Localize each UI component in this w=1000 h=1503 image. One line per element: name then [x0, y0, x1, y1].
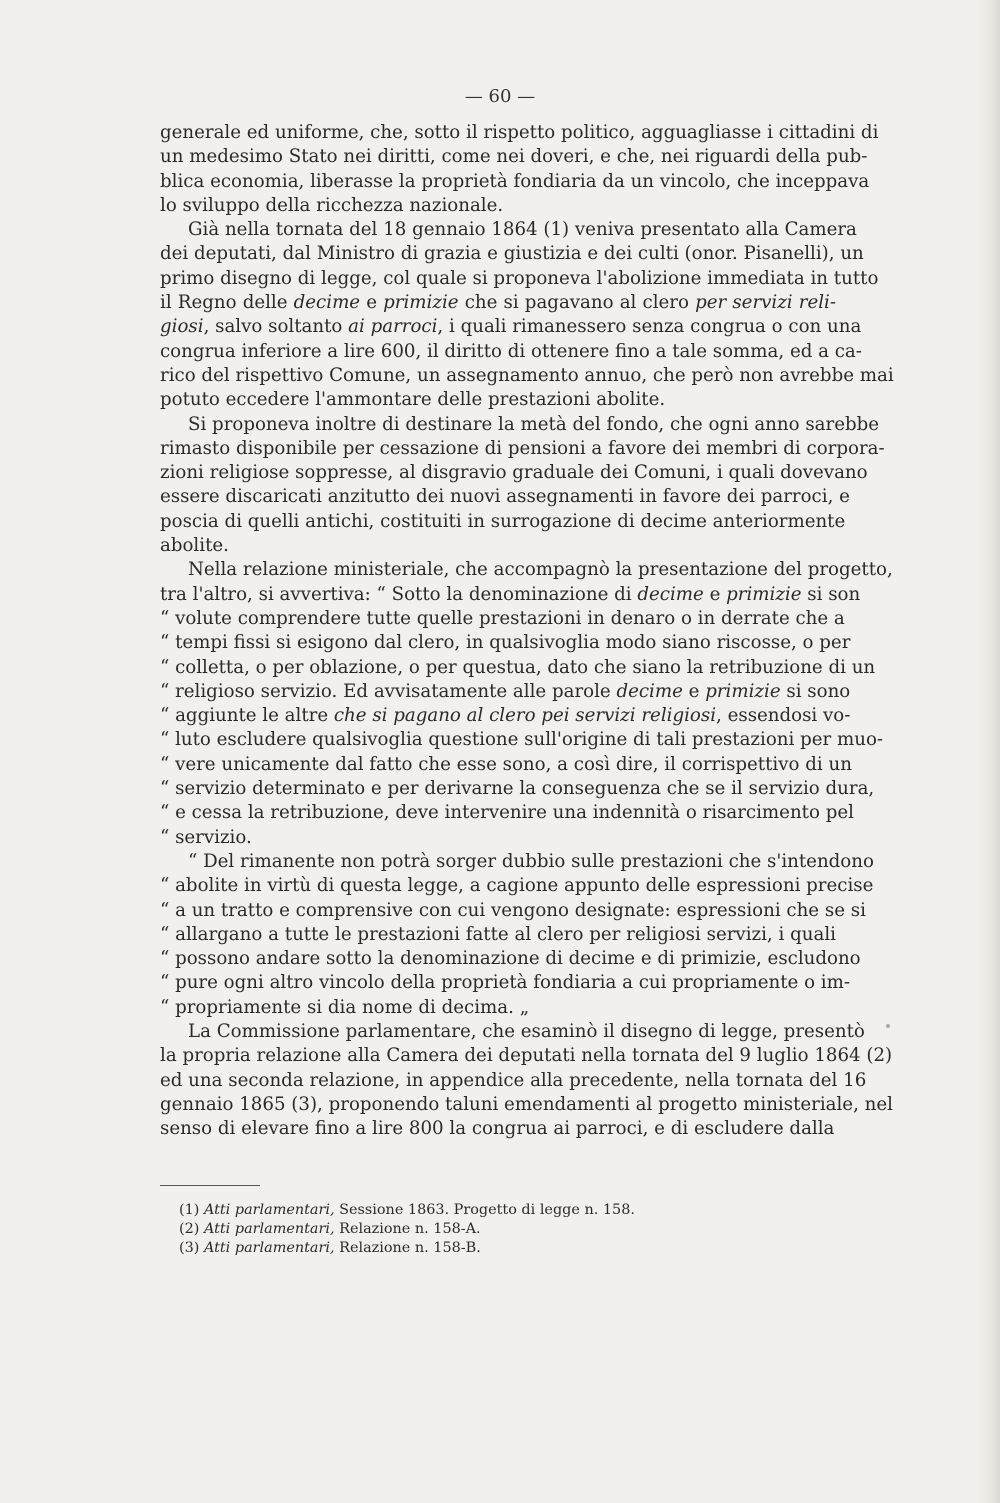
footnote-source: Atti parlamentari,	[203, 1221, 335, 1237]
text-line: ed una seconda relazione, in appendice alla precedente, nella tornata del 16	[160, 1069, 867, 1091]
paragraph	[160, 413, 885, 559]
text-line: tra l'altro, si avvertiva: “ Sotto la denominazione di decime e primizie si son	[160, 583, 861, 605]
text-line: lo sviluppo della ricchezza nazionale.	[160, 194, 504, 216]
text-line: gennaio 1865 (3), proponendo taluni emendamenti al progetto ministeriale, nel	[160, 1093, 893, 1115]
footnote-text: Relazione n. 158-A.	[334, 1221, 481, 1237]
italic-phrase: che si pagano al clero pei servizi religiosi	[333, 705, 717, 727]
text-line: “ volute comprendere tutte quelle prestazioni in denaro o in derrate che a	[160, 607, 845, 629]
text-line: generale ed uniforme, che, sotto il rispetto politico, agguagliasse i cittadini di	[160, 122, 879, 143]
page-number: — 60 —	[464, 86, 536, 107]
footnote-source: Atti parlamentari,	[203, 1240, 335, 1256]
footnote-number: (1)	[179, 1202, 204, 1218]
text-line: rimasto disponibile per cessazione di pensioni a favore dei membri di corpora-	[160, 437, 885, 459]
body-text	[160, 121, 894, 1141]
text-line: “ possono andare sotto la denominazione di decime e di primizie, escludono	[160, 948, 861, 970]
paragraph	[160, 850, 874, 1020]
italic-phrase: per servizi reli-	[695, 292, 837, 314]
paragraph	[160, 218, 894, 412]
italic-phrase: primizie	[705, 680, 781, 702]
footnote-text: Sessione 1863. Progetto di legge n. 158.	[334, 1202, 635, 1218]
text-line: “ tempi fissi si esigono dal clero, in qualsivoglia modo siano riscosse, o per	[160, 632, 851, 654]
text-line: essere discaricati anzitutto dei nuovi assegnamenti in favore dei parroci, e	[160, 486, 850, 508]
text-line: Si proponeva inoltre di destinare la metà del fondo, che ogni anno sarebbe	[188, 413, 880, 435]
footnote-source: Atti parlamentari,	[203, 1202, 335, 1218]
text-line: primo disegno di legge, col quale si proponeva l'abolizione immediata in tutto	[160, 267, 879, 289]
italic-phrase: decime	[637, 583, 704, 605]
text-line: “ e cessa la retribuzione, deve intervenire una indennità o risarcimento pel	[160, 802, 854, 824]
text-line: “ luto escludere qualsivoglia questione sull'origine di tali prestazioni per muo-	[160, 729, 884, 751]
text-line: “ colletta, o per oblazione, o per questua, dato che siano la retribuzione di un	[160, 656, 876, 678]
italic-phrase: primizie	[383, 292, 459, 314]
paragraph	[160, 1020, 893, 1141]
margin-speck	[886, 1024, 890, 1028]
text-line: “ Del rimanente non potrà sorger dubbio sulle prestazioni che s'intendono	[188, 850, 874, 872]
text-line: un medesimo Stato nei diritti, come nei doveri, e che, nei riguardi della pub-	[160, 146, 868, 168]
paragraph	[160, 121, 879, 218]
text-line: La Commissione parlamentare, che esaminò il disegno di legge, presentò	[188, 1020, 865, 1042]
text-line: “ servizio.	[160, 826, 252, 848]
text-line: zioni religiose soppresse, al disgravio graduale dei Comuni, i quali dovevano	[160, 462, 868, 484]
text-line: “ religioso servizio. Ed avvisatamente alle parole decime e primizie si sono	[160, 680, 851, 702]
footnote-number: (2)	[179, 1221, 204, 1237]
page-edge-shadow	[978, 0, 1000, 1503]
footnotes	[179, 1201, 779, 1258]
text-line: senso di elevare fino a lire 800 la congrua ai parroci, e di escludere dalla	[160, 1118, 835, 1140]
text-line: “ vere unicamente dal fatto che esse sono, a così dire, il corrispettivo di un	[160, 753, 852, 775]
footnote	[179, 1220, 779, 1239]
footnote	[179, 1239, 779, 1258]
italic-phrase: decime	[616, 680, 683, 702]
text-line: blica economia, liberasse la proprietà fondiaria da un vincolo, che inceppava	[160, 170, 870, 192]
text-line: congrua inferiore a lire 600, il diritto di ottenere fino a tale somma, ed a ca-	[160, 340, 862, 362]
text-line: rico del rispettivo Comune, un assegnamento annuo, che però non avrebbe mai	[160, 364, 894, 386]
text-line: dei deputati, dal Ministro di grazia e giustizia e dei culti (onor. Pisanelli), un	[160, 243, 864, 265]
italic-phrase: ai parroci	[348, 316, 438, 338]
text-line: “ abolite in virtù di questa legge, a cagione appunto delle espressioni precise	[160, 875, 874, 897]
text-line: Già nella tornata del 18 gennaio 1864 (1) veniva presentato alla Camera	[188, 219, 857, 241]
italic-phrase: decime	[293, 292, 361, 314]
paragraph	[160, 558, 893, 850]
footnote-text: Relazione n. 158-B.	[334, 1240, 481, 1256]
text-line: la propria relazione alla Camera dei deputati nella tornata del 9 luglio 1864 (2)	[160, 1045, 893, 1067]
text-line: abolite.	[160, 535, 229, 557]
text-line: “ servizio determinato e per derivarne la conseguenza che se il servizio dura,	[160, 778, 875, 800]
text-line: “ a un tratto e comprensive con cui vengono designate: espressioni che se si	[160, 899, 866, 921]
text-line: “ aggiunte le altre che si pagano al clero pei servizi religiosi, essendosi vo-	[160, 705, 851, 727]
text-line: il Regno delle decime e primizie che si pagavano al clero per servizi reli-	[160, 292, 837, 314]
text-line: “ pure ogni altro vincolo della proprietà fondiaria a cui propriamente o im-	[160, 972, 851, 994]
footnote	[179, 1201, 779, 1220]
text-line: giosi, salvo soltanto ai parroci, i quali rimanessero senza congrua o con una	[160, 316, 862, 338]
italic-phrase: giosi	[160, 316, 204, 338]
text-line: potuto eccedere l'ammontare delle prestazioni abolite.	[160, 389, 666, 411]
text-line: “ propriamente si dia nome di decima. „	[160, 996, 530, 1018]
text-line: poscia di quelli antichi, costituiti in surrogazione di decime anteriormente	[160, 510, 846, 532]
italic-phrase: primizie	[726, 583, 802, 605]
footnote-separator	[160, 1185, 260, 1186]
text-line: “ allargano a tutte le prestazioni fatte al clero per religiosi servizi, i quali	[160, 923, 836, 945]
footnote-number: (3)	[179, 1240, 204, 1256]
text-line: Nella relazione ministeriale, che accompagnò la presentazione del progetto,	[188, 559, 893, 581]
